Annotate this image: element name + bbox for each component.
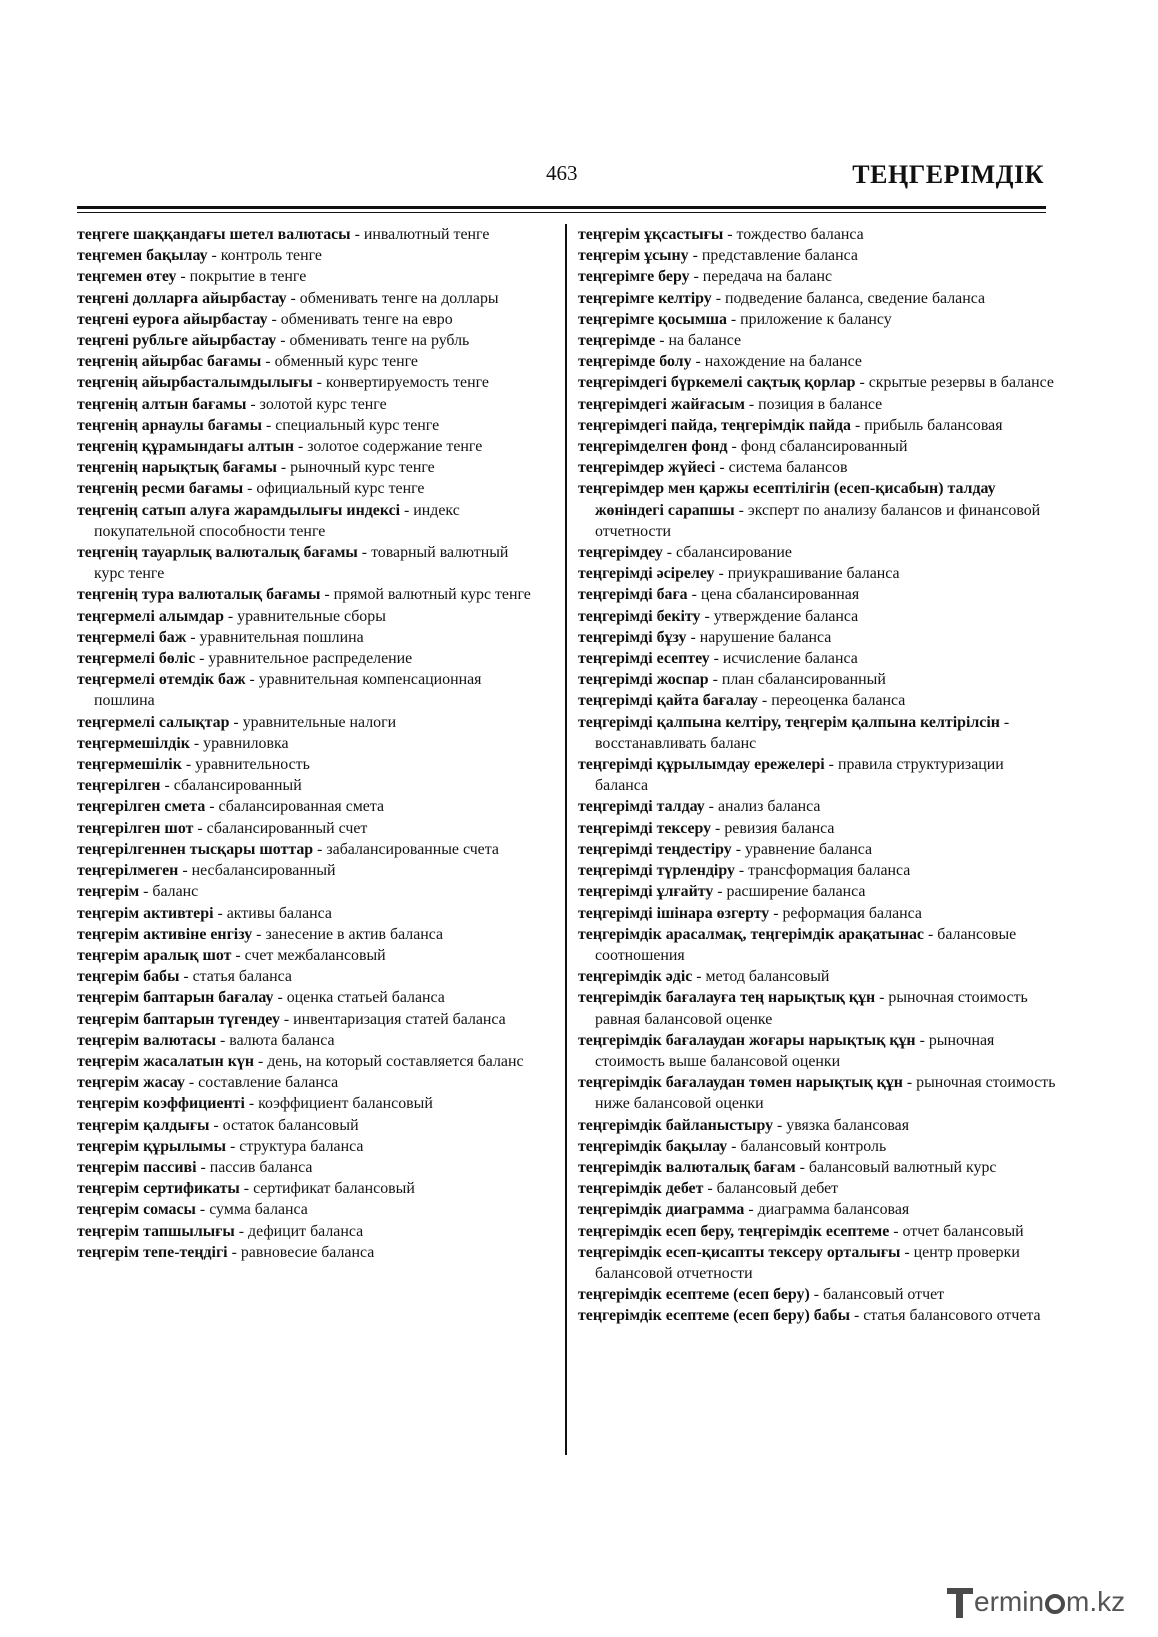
entry-term: теңгенің арнаулы бағамы bbox=[77, 416, 262, 434]
entry-definition: - сумма баланса bbox=[195, 1201, 308, 1219]
entry-definition: - утверждение баланса bbox=[700, 607, 859, 625]
entry-definition: - коэффициент балансовый bbox=[244, 1095, 433, 1113]
entry-term: теңгемен бақылау bbox=[77, 247, 208, 265]
entry-definition: - балансовый отчет bbox=[809, 1286, 945, 1304]
entry-definition: - передача на баланс bbox=[689, 268, 832, 286]
header-rule-thick bbox=[77, 206, 1046, 209]
watermark-text-part2: m.kz bbox=[1066, 1586, 1126, 1617]
entry-term: теңгерімдер мен қаржы есептілігін (есеп-қисабын) талдау жөніндегі сарапшы bbox=[578, 480, 996, 519]
dictionary-entry bbox=[578, 351, 1056, 372]
entry-definition: - эксперт по анализу балансов и финансовой отчетности bbox=[595, 501, 1041, 540]
entry-term: теңгерімді құрылымдау ережелері bbox=[578, 756, 825, 774]
dictionary-entry bbox=[77, 351, 541, 372]
entry-term: теңгерім активіне енгізу bbox=[77, 925, 253, 943]
entry-definition: - план сбалансированный bbox=[708, 671, 886, 689]
entry-term: теңгерім жасау bbox=[77, 1074, 185, 1092]
entry-term: теңгерімдік валюталық бағам bbox=[578, 1158, 796, 1176]
entry-definition: - нахождение на балансе bbox=[691, 353, 862, 371]
entry-definition: - остаток балансовый bbox=[209, 1116, 359, 1134]
dictionary-entry bbox=[578, 1030, 1056, 1072]
dictionary-entry bbox=[578, 669, 1056, 690]
entry-term: теңгені еуроға айырбастау bbox=[77, 310, 268, 328]
dictionary-entry bbox=[77, 1072, 541, 1093]
dictionary-entry bbox=[77, 775, 541, 796]
dictionary-entry bbox=[578, 860, 1056, 881]
dictionary-entry bbox=[77, 309, 541, 330]
entry-term: теңгермелі алымдар bbox=[77, 607, 224, 625]
dictionary-entry bbox=[77, 1093, 541, 1114]
entry-definition: - рыночная стоимость выше балансовой оценки bbox=[595, 1031, 995, 1070]
dictionary-entry bbox=[578, 1305, 1056, 1326]
dictionary-entry bbox=[578, 796, 1056, 817]
entry-term: теңгермелі салықтар bbox=[77, 713, 230, 731]
watermark-text-part1: ermin bbox=[974, 1586, 1045, 1617]
dictionary-entry bbox=[578, 457, 1056, 478]
entry-definition: - обменивать тенге на евро bbox=[267, 310, 453, 328]
entry-term: теңгенің тура валюталық бағамы bbox=[77, 586, 321, 604]
entry-term: теңгеге шаққандағы шетел валютасы bbox=[77, 226, 351, 243]
entry-term: теңгенің айырбас бағамы bbox=[77, 353, 262, 371]
entry-term: теңгерім ұсыну bbox=[578, 247, 689, 265]
entry-definition: - покрытие в тенге bbox=[176, 268, 307, 286]
dictionary-entry bbox=[578, 712, 1056, 754]
entry-definition: - прямой валютный курс тенге bbox=[320, 586, 531, 604]
entry-term: теңгерімді қалпына келтіру, теңгерім қалпына келтірілсін bbox=[578, 713, 1000, 731]
dictionary-entry bbox=[578, 372, 1056, 393]
dictionary-entry bbox=[578, 627, 1056, 648]
dictionary-entry bbox=[77, 796, 541, 817]
entry-term: теңгенің тауарлық валюталық бағамы bbox=[77, 544, 358, 562]
dictionary-entry bbox=[77, 754, 541, 775]
entry-definition: - занесение в актив баланса bbox=[252, 925, 444, 943]
entry-term: теңгерімді әсірелеу bbox=[578, 565, 715, 583]
entry-term: теңгерімді баға bbox=[578, 586, 688, 604]
entry-definition: - отчет балансовый bbox=[889, 1222, 1024, 1240]
entry-definition: - сбалансирование bbox=[662, 544, 792, 562]
dictionary-entry bbox=[578, 924, 1056, 966]
entry-term: теңгерімдік есеп-қисапты тексеру орталығы bbox=[578, 1243, 901, 1261]
entry-definition: - цена сбалансированная bbox=[687, 586, 860, 604]
entry-definition: - рыночная стоимость ниже балансовой оценки bbox=[595, 1074, 1056, 1113]
entry-definition: - несбалансированный bbox=[178, 862, 336, 880]
entry-term: теңгерілген шот bbox=[77, 819, 194, 837]
watermark-logo bbox=[947, 1585, 1125, 1619]
entry-term: теңгерімді ішінара өзгерту bbox=[578, 904, 770, 922]
dictionary-entry bbox=[77, 288, 541, 309]
entry-definition: - система балансов bbox=[715, 459, 848, 477]
entry-term: теңгерімдік есеп беру, теңгерімдік есептеме bbox=[578, 1222, 890, 1240]
entry-term: теңгерілген bbox=[77, 777, 161, 795]
dictionary-entry bbox=[77, 733, 541, 754]
dictionary-entry bbox=[77, 372, 541, 393]
dictionary-entry bbox=[77, 330, 541, 351]
dictionary-entry bbox=[578, 584, 1056, 605]
entry-term: теңгерім бабы bbox=[77, 968, 180, 986]
entry-definition: - активы баланса bbox=[213, 904, 332, 922]
entry-definition: - сертификат балансовый bbox=[239, 1180, 415, 1198]
entry-definition: - представление баланса bbox=[688, 247, 858, 265]
dictionary-entry bbox=[77, 903, 541, 924]
entry-definition: - статья балансового отчета bbox=[849, 1307, 1041, 1325]
entry-term: теңгерімді бекіту bbox=[578, 607, 701, 625]
entry-term: теңгерімдік диаграмма bbox=[578, 1201, 745, 1219]
entry-definition: - статья баланса bbox=[179, 968, 292, 986]
entry-term: теңгермешілік bbox=[77, 756, 182, 774]
dictionary-entry bbox=[77, 1178, 541, 1199]
entry-definition: - инвентаризация статей баланса bbox=[279, 1010, 506, 1028]
dictionary-entry bbox=[77, 1136, 541, 1157]
dictionary-entry bbox=[578, 754, 1056, 796]
entry-definition: - день, на который составляется баланс bbox=[253, 1052, 524, 1070]
entry-term: теңгерім баптарын бағалау bbox=[77, 989, 274, 1007]
dictionary-entry bbox=[77, 1115, 541, 1136]
column-divider bbox=[565, 224, 567, 1455]
dictionary-entry bbox=[77, 415, 541, 436]
entry-definition: - конвертируемость тенге bbox=[312, 374, 489, 392]
entry-definition: - обменивать тенге на рубль bbox=[276, 332, 470, 350]
entry-definition: - прибыль балансовая bbox=[851, 416, 1003, 434]
entry-definition: - центр проверки балансовой отчетности bbox=[595, 1243, 1020, 1282]
entry-term: теңгерімді қайта бағалау bbox=[578, 692, 758, 710]
entry-definition: - уравнительные налоги bbox=[229, 713, 397, 731]
entry-term: теңгерілмеген bbox=[77, 862, 179, 880]
dictionary-entry bbox=[77, 457, 541, 478]
dictionary-entry bbox=[578, 436, 1056, 457]
entry-term: теңгерім аралық шот bbox=[77, 946, 232, 964]
entry-definition: - приложение к балансу bbox=[726, 310, 892, 328]
left-column bbox=[77, 224, 541, 1263]
entry-definition: - трансформация баланса bbox=[734, 862, 911, 880]
entry-term: теңгерімдік арасалмақ, теңгерімдік арақатынас bbox=[578, 925, 924, 943]
dictionary-entry bbox=[578, 1284, 1056, 1305]
entry-definition: - уравнительная компенсационная пошлина bbox=[94, 671, 482, 710]
page-number: 463 bbox=[546, 161, 578, 185]
dictionary-entry bbox=[578, 606, 1056, 627]
entry-definition: - дефицит баланса bbox=[234, 1222, 364, 1240]
entry-definition: - золотое содержание тенге bbox=[294, 438, 483, 456]
dictionary-entry bbox=[578, 1178, 1056, 1199]
running-head: ТЕҢГЕРІМДІК bbox=[852, 160, 1044, 189]
entry-definition: - валюта баланса bbox=[216, 1031, 335, 1049]
dictionary-entry bbox=[77, 881, 541, 902]
dictionary-entry bbox=[578, 1199, 1056, 1220]
entry-definition: - уравнительные сборы bbox=[223, 607, 386, 625]
termincom-logo-icon bbox=[947, 1585, 973, 1619]
entry-term: теңгермелі баж bbox=[77, 628, 187, 646]
entry-term: теңгерімді жоспар bbox=[578, 671, 709, 689]
entry-definition: - ревизия баланса bbox=[711, 819, 835, 837]
entry-definition: - исчисление баланса bbox=[709, 650, 858, 668]
dictionary-entry bbox=[77, 669, 541, 711]
entry-definition: - равновесие баланса bbox=[227, 1243, 375, 1261]
dictionary-entry bbox=[77, 584, 541, 605]
entry-term: теңгерім баптарын түгендеу bbox=[77, 1010, 280, 1028]
dictionary-entry bbox=[77, 839, 541, 860]
entry-definition: - восстанавливать баланс bbox=[595, 713, 1010, 752]
entry-term: теңгерімдік бақылау bbox=[578, 1137, 728, 1155]
dictionary-entry bbox=[578, 903, 1056, 924]
dictionary-entry bbox=[578, 818, 1056, 839]
dictionary-entry bbox=[77, 966, 541, 987]
entry-definition: - забалансированные счета bbox=[313, 840, 499, 858]
entry-term: теңгерімді теңдестіру bbox=[578, 840, 732, 858]
dictionary-entry bbox=[77, 606, 541, 627]
dictionary-entry bbox=[77, 627, 541, 648]
entry-definition: - нарушение баланса bbox=[686, 628, 832, 646]
entry-definition: - балансовый валютный курс bbox=[795, 1158, 997, 1176]
dictionary-entry bbox=[578, 1242, 1056, 1284]
dictionary-entry bbox=[578, 1157, 1056, 1178]
entry-definition: - специальный курс тенге bbox=[261, 416, 440, 434]
dictionary-entry bbox=[578, 966, 1056, 987]
dictionary-entry bbox=[77, 394, 541, 415]
entry-term: теңгенің құрамындағы алтын bbox=[77, 438, 294, 456]
entry-term: теңгерімге қосымша bbox=[578, 310, 727, 328]
entry-definition: - метод балансовый bbox=[692, 968, 830, 986]
dictionary-entry bbox=[77, 266, 541, 287]
entry-definition: - балансовый контроль bbox=[727, 1137, 887, 1155]
entry-definition: - скрытые резервы в балансе bbox=[855, 374, 1054, 392]
entry-term: теңгенің алтын бағамы bbox=[77, 395, 247, 413]
entry-term: теңгерім активтері bbox=[77, 904, 214, 922]
dictionary-entry bbox=[578, 839, 1056, 860]
dictionary-entry bbox=[578, 309, 1056, 330]
entry-definition: - официальный курс тенге bbox=[243, 480, 425, 498]
entry-definition: - балансовые соотношения bbox=[595, 925, 1017, 964]
entry-definition: - на балансе bbox=[655, 332, 742, 350]
entry-term: теңгермелі бөліс bbox=[77, 650, 196, 668]
entry-term: теңгерімде bbox=[578, 332, 656, 350]
dictionary-entry bbox=[578, 1136, 1056, 1157]
entry-definition: - позиция в балансе bbox=[744, 395, 883, 413]
entry-term: теңгерімдік әдіс bbox=[578, 968, 693, 986]
entry-definition: - балансовый дебет bbox=[703, 1180, 839, 1198]
entry-term: теңгермешілдік bbox=[77, 734, 190, 752]
entry-term: теңгерімге келтіру bbox=[578, 289, 712, 307]
entry-term: теңгерімдегі жайғасым bbox=[578, 395, 745, 413]
entry-term: теңгерімдік бағалаудан жоғары нарықтық құн bbox=[578, 1031, 916, 1049]
entry-definition: - обменивать тенге на доллары bbox=[286, 289, 499, 307]
dictionary-entry bbox=[578, 330, 1056, 351]
entry-term: теңгерімдік есептеме (есеп беру) бабы bbox=[578, 1307, 850, 1325]
dictionary-entry bbox=[578, 394, 1056, 415]
entry-definition: - правила структуризации баланса bbox=[595, 756, 1004, 795]
entry-definition: - структура баланса bbox=[226, 1137, 364, 1155]
right-column bbox=[578, 224, 1056, 1327]
entry-term: теңгерім сомасы bbox=[77, 1201, 196, 1219]
entry-definition: - уравнительная пошлина bbox=[186, 628, 364, 646]
dictionary-entry bbox=[77, 987, 541, 1008]
dictionary-entry bbox=[77, 1242, 541, 1263]
entry-definition: - рыночный курс тенге bbox=[276, 459, 435, 477]
dictionary-entry bbox=[578, 224, 1056, 245]
dictionary-entry bbox=[578, 266, 1056, 287]
entry-definition: - баланс bbox=[139, 883, 199, 901]
entry-term: теңгерім bbox=[77, 883, 140, 901]
dictionary-entry bbox=[77, 1221, 541, 1242]
dictionary-entry bbox=[578, 1221, 1056, 1242]
entry-definition: - счет межбалансовый bbox=[231, 946, 386, 964]
dictionary-entry bbox=[77, 860, 541, 881]
entry-definition: - тождество баланса bbox=[723, 226, 864, 243]
entry-term: теңгерімдеу bbox=[578, 544, 663, 562]
entry-definition: - оценка статьей баланса bbox=[273, 989, 445, 1007]
entry-term: теңгерім валютасы bbox=[77, 1031, 217, 1049]
entry-definition: - золотой курс тенге bbox=[246, 395, 387, 413]
entry-definition: - рыночная стоимость равная балансовой оценке bbox=[595, 989, 1028, 1028]
entry-definition: - инвалютный тенге bbox=[350, 226, 490, 243]
entry-term: теңгенің нарықтық бағамы bbox=[77, 459, 277, 477]
entry-term: теңгерілгеннен тысқары шоттар bbox=[77, 840, 314, 858]
entry-term: теңгерімдер жүйесі bbox=[578, 459, 716, 477]
dictionary-entry bbox=[77, 818, 541, 839]
entry-term: теңгерімдік дебет bbox=[578, 1180, 704, 1198]
entry-term: теңгерім ұқсастығы bbox=[578, 226, 724, 243]
dictionary-entry bbox=[77, 1009, 541, 1030]
entry-term: теңгерім құрылымы bbox=[77, 1137, 227, 1155]
entry-definition: - диаграмма балансовая bbox=[744, 1201, 910, 1219]
entry-term: теңгерімді түрлендіру bbox=[578, 862, 735, 880]
entry-definition: - сбалансированный счет bbox=[193, 819, 368, 837]
dictionary-entry bbox=[77, 924, 541, 945]
dictionary-entry bbox=[77, 1157, 541, 1178]
dictionary-entry bbox=[77, 542, 541, 584]
entry-term: теңгемен өтеу bbox=[77, 268, 177, 286]
entry-term: теңгерімді ұлғайту bbox=[578, 883, 714, 901]
entry-definition: - уравниловка bbox=[189, 734, 289, 752]
dictionary-entry bbox=[578, 1115, 1056, 1136]
entry-term: теңгерім коэффициенті bbox=[77, 1095, 245, 1113]
entry-term: теңгерімдік есептеме (есеп беру) bbox=[578, 1286, 810, 1304]
entry-term: теңгерімдік бағалауға тең нарықтық құн bbox=[578, 989, 876, 1007]
entry-term: теңгерім тепе-теңдігі bbox=[77, 1243, 228, 1261]
dictionary-entry bbox=[77, 500, 541, 542]
entry-definition: - увязка балансовая bbox=[773, 1116, 910, 1134]
entry-definition: - реформация баланса bbox=[769, 904, 922, 922]
entry-term: теңгенің сатып алуға жарамдылығы индексі bbox=[77, 501, 401, 519]
entry-term: теңгенің айырбасталымдылығы bbox=[77, 374, 313, 392]
dictionary-entry bbox=[77, 1030, 541, 1051]
entry-term: теңгерімдегі пайда, теңгерімдік пайда bbox=[578, 416, 852, 434]
entry-term: теңгені долларға айырбастау bbox=[77, 289, 287, 307]
dictionary-entry bbox=[77, 712, 541, 733]
dictionary-entry bbox=[578, 478, 1056, 542]
dictionary-entry bbox=[578, 245, 1056, 266]
entry-definition: - контроль тенге bbox=[207, 247, 322, 265]
entry-term: теңгерімдегі бүркемелі сақтық қорлар bbox=[578, 374, 856, 392]
entry-term: теңгерілген смета bbox=[77, 798, 206, 816]
dictionary-entry bbox=[578, 1072, 1056, 1114]
entry-term: теңгерімде болу bbox=[578, 353, 692, 371]
entry-definition: - уравнительность bbox=[181, 756, 310, 774]
entry-term: теңгерім тапшылығы bbox=[77, 1222, 235, 1240]
entry-term: теңгерім жасалатын күн bbox=[77, 1052, 254, 1070]
entry-definition: - подведение баланса, сведение баланса bbox=[711, 289, 986, 307]
entry-definition: - анализ баланса bbox=[704, 798, 821, 816]
entry-definition: - товарный валютный курс тенге bbox=[94, 544, 509, 583]
entry-definition: - уравнительное распределение bbox=[195, 650, 413, 668]
dictionary-entry bbox=[578, 690, 1056, 711]
dictionary-entry bbox=[578, 881, 1056, 902]
entry-term: теңгенің ресми бағамы bbox=[77, 480, 244, 498]
entry-definition: - пассив баланса bbox=[196, 1158, 313, 1176]
entry-term: теңгерімдік байланыстыру bbox=[578, 1116, 774, 1134]
dictionary-entry bbox=[578, 542, 1056, 563]
dictionary-entry bbox=[77, 245, 541, 266]
entry-definition: - обменный курс тенге bbox=[261, 353, 418, 371]
entry-definition: - расширение баланса bbox=[713, 883, 866, 901]
dictionary-entry bbox=[77, 436, 541, 457]
entry-definition: - переоценка баланса bbox=[757, 692, 906, 710]
dictionary-entry bbox=[77, 478, 541, 499]
entry-term: теңгерім пассиві bbox=[77, 1158, 197, 1176]
entry-term: теңгерімдік бағалаудан төмен нарықтық құн bbox=[578, 1074, 903, 1092]
entry-term: теңгерімге беру bbox=[578, 268, 690, 286]
dictionary-entry bbox=[578, 415, 1056, 436]
entry-definition: - сбалансированная смета bbox=[205, 798, 385, 816]
dictionary-entry bbox=[77, 648, 541, 669]
entry-definition: - индекс покупательной способности тенге bbox=[94, 501, 460, 540]
dictionary-entry bbox=[77, 945, 541, 966]
header-rule-thin bbox=[77, 212, 1046, 213]
entry-term: теңгерімді есептеу bbox=[578, 650, 710, 668]
entry-term: теңгерімделген фонд bbox=[578, 438, 728, 456]
entry-term: теңгерім қалдығы bbox=[77, 1116, 210, 1134]
entry-term: теңгені рубльге айырбастау bbox=[77, 332, 277, 350]
entry-definition: - уравнение баланса bbox=[731, 840, 873, 858]
dictionary-entry bbox=[77, 1199, 541, 1220]
entry-definition: - приукрашивание баланса bbox=[714, 565, 900, 583]
watermark-o-icon bbox=[1045, 1594, 1065, 1614]
entry-definition: - сбалансированный bbox=[160, 777, 302, 795]
entry-term: теңгерімді талдау bbox=[578, 798, 705, 816]
entry-definition: - фонд сбалансированный bbox=[727, 438, 908, 456]
entry-term: теңгермелі өтемдік баж bbox=[77, 671, 246, 689]
dictionary-entry bbox=[578, 288, 1056, 309]
entry-definition: - составление баланса bbox=[184, 1074, 339, 1092]
dictionary-entry bbox=[77, 1051, 541, 1072]
dictionary-entry bbox=[578, 648, 1056, 669]
dictionary-entry bbox=[578, 563, 1056, 584]
entry-term: теңгерімді тексеру bbox=[578, 819, 712, 837]
entry-term: теңгерім сертификаты bbox=[77, 1180, 240, 1198]
dictionary-entry bbox=[77, 224, 541, 245]
entry-term: теңгерімді бұзу bbox=[578, 628, 687, 646]
dictionary-entry bbox=[578, 987, 1056, 1029]
